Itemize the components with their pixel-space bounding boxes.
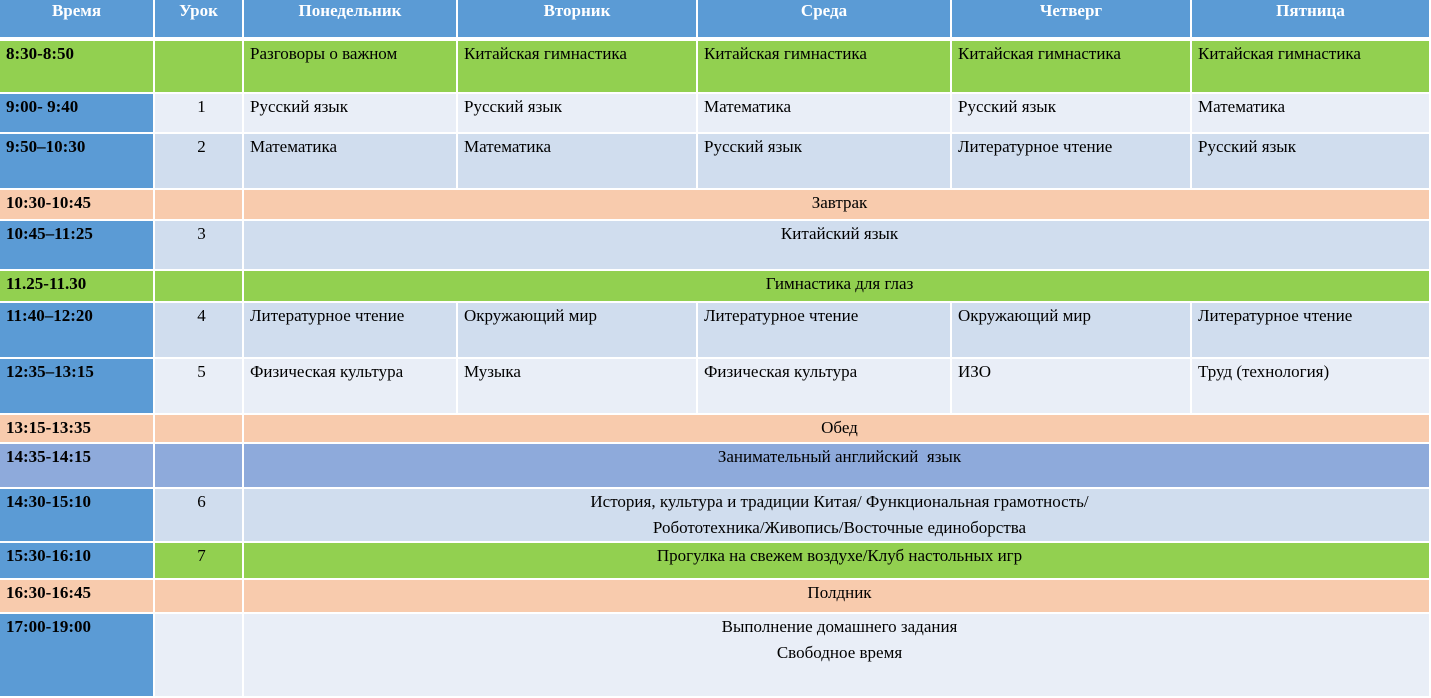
subject-cell: Математика xyxy=(458,134,698,190)
subject-cell: Разговоры о важном xyxy=(244,41,458,94)
table-row xyxy=(0,489,1431,543)
time-cell: 14:35-14:15 xyxy=(0,444,155,489)
activity-line-1: История, культура и традиции Китая/ Функциональная грамотность/ xyxy=(590,492,1089,511)
lesson-number: 7 xyxy=(155,543,244,580)
time-cell: 17:00-19:00 xyxy=(0,614,155,698)
subject-cell: Окружающий мир xyxy=(458,303,698,359)
header-monday: Понедельник xyxy=(244,0,458,41)
subject-cell: Русский язык xyxy=(244,94,458,134)
lesson-number xyxy=(155,580,244,614)
subject-cell: Окружающий мир xyxy=(952,303,1192,359)
subject-cell: Русский язык xyxy=(458,94,698,134)
time-cell: 11:40–12:20 xyxy=(0,303,155,359)
lesson-number: 6 xyxy=(155,489,244,543)
table-row xyxy=(0,614,1431,698)
table-row xyxy=(0,580,1431,614)
time-cell: 15:30-16:10 xyxy=(0,543,155,580)
subject-cell: Труд (технология) xyxy=(1192,359,1431,415)
subject-cell: Математика xyxy=(244,134,458,190)
subject-cell: Математика xyxy=(698,94,952,134)
header-tuesday: Вторник xyxy=(458,0,698,41)
time-cell: 13:15-13:35 xyxy=(0,415,155,444)
subject-cell: Музыка xyxy=(458,359,698,415)
lesson-number xyxy=(155,444,244,489)
time-cell: 16:30-16:45 xyxy=(0,580,155,614)
lesson-number: 1 xyxy=(155,94,244,134)
table-row xyxy=(0,359,1431,415)
header-wednesday: Среда xyxy=(698,0,952,41)
merged-activity-cell: Гимнастика для глаз xyxy=(244,271,1431,303)
merged-activity-cell: Занимательный английский язык xyxy=(244,444,1431,489)
subject-cell: Литературное чтение xyxy=(1192,303,1431,359)
subject-cell: Физическая культура xyxy=(244,359,458,415)
table-row xyxy=(0,94,1431,134)
subject-cell: Физическая культура xyxy=(698,359,952,415)
time-cell: 10:30-10:45 xyxy=(0,190,155,221)
table-row xyxy=(0,415,1431,444)
merged-activity-cell xyxy=(244,489,1431,543)
table-row xyxy=(0,444,1431,489)
table-row xyxy=(0,543,1431,580)
table-row xyxy=(0,41,1431,94)
subject-cell: ИЗО xyxy=(952,359,1192,415)
merged-activity-cell: Китайский язык xyxy=(244,221,1431,271)
subject-cell: Русский язык xyxy=(1192,134,1431,190)
table-row xyxy=(0,134,1431,190)
subject-cell: Русский язык xyxy=(952,94,1192,134)
lesson-number: 3 xyxy=(155,221,244,271)
lesson-number xyxy=(155,190,244,221)
activity-line-2: Робототехника/Живопись/Восточные единоборства xyxy=(652,518,1027,537)
subject-cell: Китайская гимнастика xyxy=(698,41,952,94)
table-row xyxy=(0,190,1431,221)
subject-cell: Литературное чтение xyxy=(952,134,1192,190)
subject-cell: Русский язык xyxy=(698,134,952,190)
time-cell: 14:30-15:10 xyxy=(0,489,155,543)
time-cell: 9:00- 9:40 xyxy=(0,94,155,134)
header-lesson: Урок xyxy=(155,0,244,41)
time-cell: 9:50–10:30 xyxy=(0,134,155,190)
header-row xyxy=(0,0,1431,41)
lesson-number xyxy=(155,614,244,698)
table-row xyxy=(0,271,1431,303)
table-row xyxy=(0,303,1431,359)
subject-cell: Китайская гимнастика xyxy=(952,41,1192,94)
merged-activity-cell: Завтрак xyxy=(244,190,1431,221)
lesson-number: 5 xyxy=(155,359,244,415)
header-friday: Пятница xyxy=(1192,0,1431,41)
subject-cell: Китайская гимнастика xyxy=(1192,41,1431,94)
lesson-number: 4 xyxy=(155,303,244,359)
table-row xyxy=(0,221,1431,271)
header-thursday: Четверг xyxy=(952,0,1192,41)
merged-activity-cell: Обед xyxy=(244,415,1431,444)
subject-cell: Китайская гимнастика xyxy=(458,41,698,94)
merged-activity-cell: Прогулка на свежем воздухе/Клуб настольных игр xyxy=(244,543,1431,580)
time-cell: 10:45–11:25 xyxy=(0,221,155,271)
subject-cell: Литературное чтение xyxy=(698,303,952,359)
lesson-number xyxy=(155,415,244,444)
subject-cell: Литературное чтение xyxy=(244,303,458,359)
subject-cell: Математика xyxy=(1192,94,1431,134)
activity-line-1: Выполнение домашнего задания xyxy=(721,617,958,636)
time-cell: 8:30-8:50 xyxy=(0,41,155,94)
activity-line-2: Свободное время xyxy=(776,643,903,662)
time-cell: 11.25-11.30 xyxy=(0,271,155,303)
header-time: Время xyxy=(0,0,155,41)
merged-activity-cell: Полдник xyxy=(244,580,1431,614)
merged-activity-cell xyxy=(244,614,1431,698)
lesson-number xyxy=(155,41,244,94)
time-cell: 12:35–13:15 xyxy=(0,359,155,415)
lesson-number: 2 xyxy=(155,134,244,190)
lesson-number xyxy=(155,271,244,303)
